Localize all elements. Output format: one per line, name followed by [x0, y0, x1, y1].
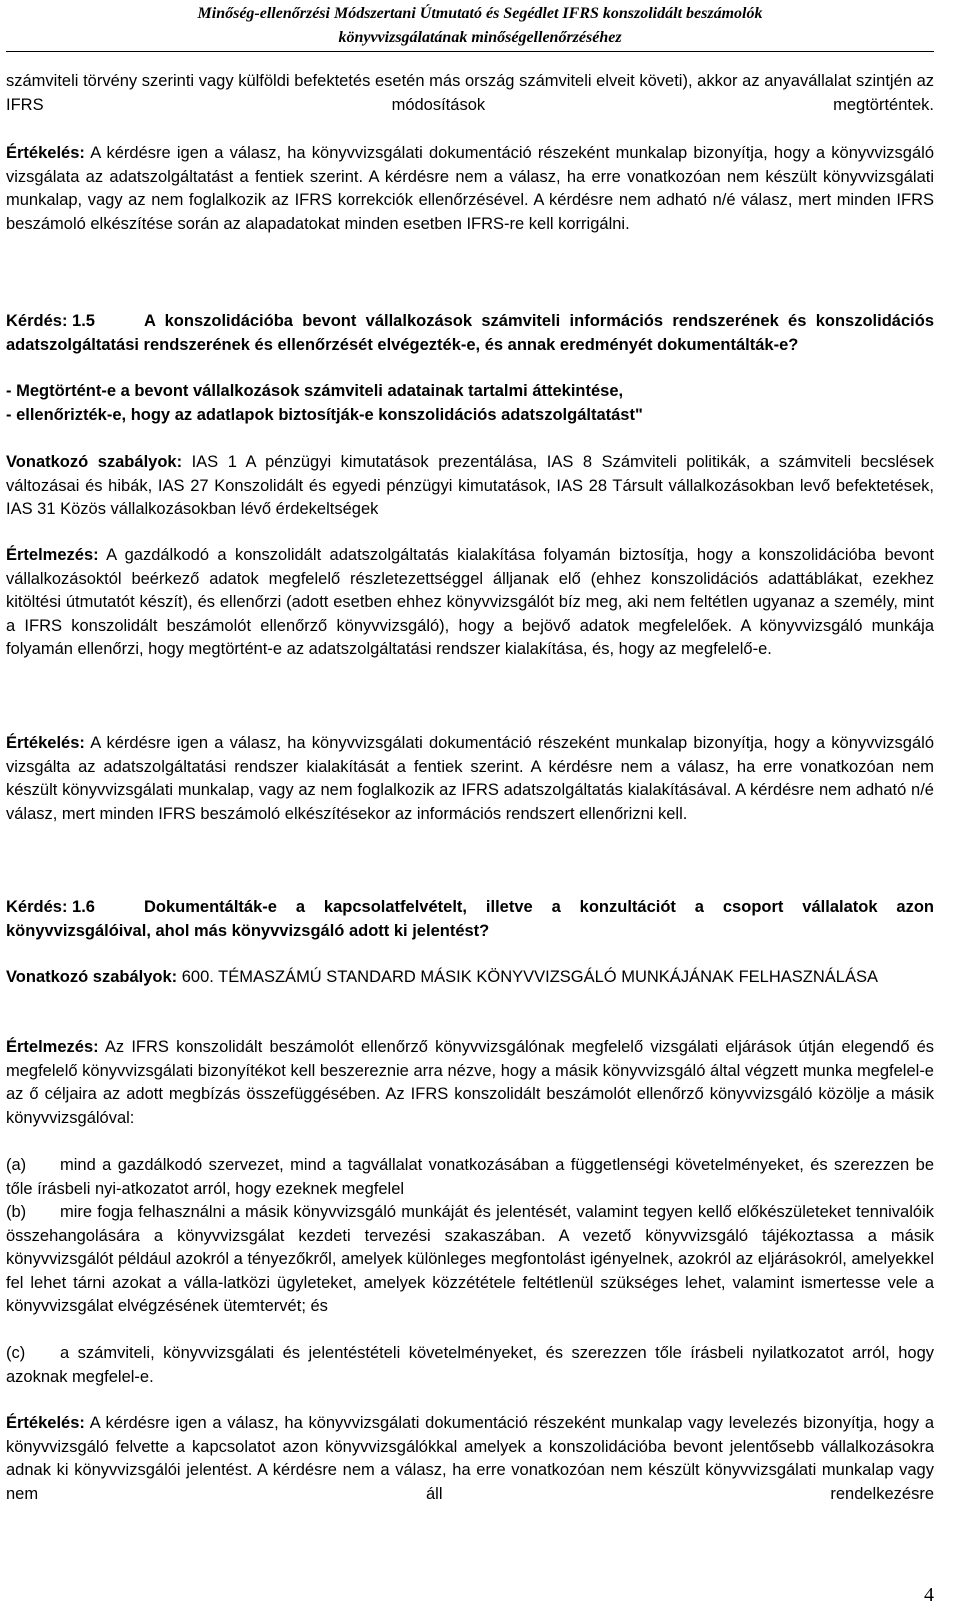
interpretation-label: Értelmezés:	[6, 546, 99, 564]
rules-paragraph-1-5	[6, 451, 934, 522]
question-label: Kérdés: 1.5	[6, 312, 95, 330]
evaluation-paragraph-1-4	[6, 142, 934, 236]
interpretation-paragraph-1-6	[6, 1036, 934, 1130]
rules-paragraph-1-6	[6, 966, 934, 990]
evaluation-text: A kérdésre igen a válasz, ha könyvvizsgálati dokumentáció részeként munkalap bizonyítja, hogy a könyvvizsgáló vizsgálata az adatszolgáltatást a fentiek szerint. A kérdésre nem a válasz, ha erre vonatkozóan nem készült könyvvizsgálati munkalap, vagy az nem foglalkozik az IFRS korrekciók ellenőrzésével. A kérdésre nem adható n/é válasz, mert minden IFRS beszámoló elkészítése során az alapadatokat minden esetben IFRS-re kell korrigálni.	[6, 144, 934, 233]
list-item-a	[6, 1154, 934, 1201]
header-divider	[6, 51, 934, 52]
rules-label: Vonatkozó szabályok:	[6, 968, 178, 986]
list-item-label: (c)	[6, 1344, 26, 1362]
question-subline-text: - Megtörtént-e a bevont vállalkozások számviteli adatainak tartalmi áttekintése,	[6, 382, 624, 400]
question-1-5-subline-2	[6, 404, 934, 428]
evaluation-label: Értékelés:	[6, 1414, 85, 1432]
list-item-text: a számviteli, könyvvizsgálati és jelentéstételi követelményeket, és szerezzen tőle írásbeli nyilatkozatot arról, hogy azoknak megfelel-e.	[6, 1344, 934, 1386]
intro-paragraph	[6, 70, 934, 117]
intro-text: számviteli törvény szerinti vagy külföldi befektetés esetén más ország számviteli elveit követi), akkor az anyavállalat szintjén az IFRS módosítások megtörténtek.	[6, 72, 934, 114]
list-item-label: (b)	[6, 1203, 27, 1221]
evaluation-text: A kérdésre igen a válasz, ha könyvvizsgálati dokumentáció részeként munkalap vagy levelezés bizonyítja, hogy a könyvvizsgáló felvette a kapcsolatot azon könyvvizsgálókkal amelyek a konszolidációba bevont jelentősebb vállalkozásokra adnak ki könyvvizsgálói jelentést. A kérdésre nem a válasz, ha erre vonatkozóan nem készült könyvvizsgálati munkalap vagy nem áll rendelkezésre	[6, 1414, 934, 1503]
question-text: A konszolidációba bevont vállalkozások számviteli információs rendszerének és konszolidációs adatszolgáltatási rendszerének és ellenőrzését elvégezték-e, és annak eredményét dokumentálták-e?	[6, 312, 934, 354]
list-item-text: mire fogja felhasználni a másik könyvvizsgáló munkáját és jelentését, valamint tegyen kellő előkészületeket tennivalóik összehangolására a könyvvizsgálat kezdeti tervezési szakaszában. A vezető könyvvizsgáló tájékoztassa a másik könyvvizsgálót például azokról a tényezőkről, amelyek különleges megfontolást igényelnek, azokról az eljárásokról, amelyekkel fel lehet tárni azokat a válla-latközi ügyleteket, amelyek közzététele feltétlenül szükséges lehet, valamint ismertesse vele a könyvvizsgálat elvégzésének ütemtervét; és	[6, 1203, 934, 1315]
question-1-6	[6, 896, 934, 943]
list-item-label: (a)	[6, 1156, 27, 1174]
evaluation-paragraph-1-6	[6, 1412, 934, 1506]
rules-text: 600. TÉMASZÁMÚ STANDARD MÁSIK KÖNYVVIZSGÁLÓ MUNKÁJÁNAK FELHASZNÁLÁSA	[177, 968, 878, 986]
list-item-b	[6, 1201, 934, 1319]
header-line-2: könyvvizsgálatának minőségellenőrzéséhez	[338, 29, 622, 46]
evaluation-text: A kérdésre igen a válasz, ha könyvvizsgálati dokumentáció részeként munkalap bizonyítja, hogy a könyvvizsgáló vizsgálta az adatszolgáltatási rendszer kialakítását a fentiek szerint. A kérdésre nem a válasz, ha erre vonatkozóan nem készült könyvvizsgálati munkalap, vagy az nem foglalkozik az IFRS adatszolgáltatás kialakításával. A kérdésre nem adható n/é válasz, mert minden IFRS beszámoló elkészítésekor az információs rendszert ellenőrizni kell.	[6, 734, 934, 823]
list-item-text: mind a gazdálkodó szervezet, mind a tagvállalat vonatkozásában a függetlenségi követelményeket, és szerezzen be tőle írásbeli nyi-atkozatot arról, hogy ezeknek megfelel	[6, 1156, 934, 1198]
evaluation-paragraph-1-5	[6, 732, 934, 826]
rules-label: Vonatkozó szabályok:	[6, 453, 183, 471]
interpretation-label: Értelmezés:	[6, 1038, 99, 1056]
rules-text: IAS 1 A pénzügyi kimutatások prezentálása, IAS 8 Számviteli politikák, a számviteli becslések változásai és hibák, IAS 27 Konszolidált és egyedi pénzügyi kimutatások, IAS 28 Társult vállalkozásokban levő befektetések, IAS 31 Közös vállalkozásokban lévő érdekeltségek	[6, 453, 934, 518]
evaluation-label: Értékelés:	[6, 144, 85, 162]
question-subline-text: - ellenőrizték-e, hogy az adatlapok biztosítják-e konszolidációs adatszolgáltatást"	[6, 406, 643, 424]
question-1-5	[6, 310, 934, 357]
interpretation-text: Az IFRS konszolidált beszámolót ellenőrző könyvvizsgálónak megfelelő vizsgálati eljárások útján elegendő és megfelelő könyvvizsgálati bizonyítékot kell beszereznie arra nézve, hogy a másik könyvvizsgáló által végzett munka megfelel-e az ő céljaira az adott megbízás összefüggésében. Az IFRS konszolidált beszámolót ellenőrző könyvvizsgáló közölje a másik könyvvizsgálóval:	[6, 1038, 934, 1127]
page-number: 4	[924, 1584, 934, 1606]
question-label: Kérdés: 1.6	[6, 898, 95, 916]
question-1-5-subline-1	[6, 380, 934, 404]
list-item-c	[6, 1342, 934, 1389]
header-line-1: Minőség-ellenőrzési Módszertani Útmutató és Segédlet IFRS konszolidált beszámolók	[197, 5, 763, 22]
page-header	[0, 0, 960, 50]
interpretation-text: A gazdálkodó a konszolidált adatszolgáltatás kialakítása folyamán biztosítja, hogy a konszolidációba bevont vállalkozásoktól beérkező adatok megfelelő részletezettséggel álljanak elő (ehhez konszolidációs adattáblákat, ezekhez kitöltési útmutatót készít), és ellenőrzi (adott esetben ehhez könyvvizsgálót bíz meg, aki nem feltétlen ugyanaz a személy, mint a IFRS konszolidált beszámolót ellenőrző könyvvizsgáló), hogy a bejövő adatok megfelelőek. A könyvvizsgáló munkája folyamán ellenőrzi, hogy megtörtént-e az adatszolgáltatási rendszer kialakítása, és, hogy az megfelelő-e.	[6, 546, 934, 658]
interpretation-paragraph-1-5	[6, 544, 934, 662]
question-text: Dokumentálták-e a kapcsolatfelvételt, illetve a konzultációt a csoport vállalatok azon könyvvizsgálóival, ahol más könyvvizsgáló adott ki jelentést?	[6, 898, 934, 940]
evaluation-label: Értékelés:	[6, 734, 85, 752]
